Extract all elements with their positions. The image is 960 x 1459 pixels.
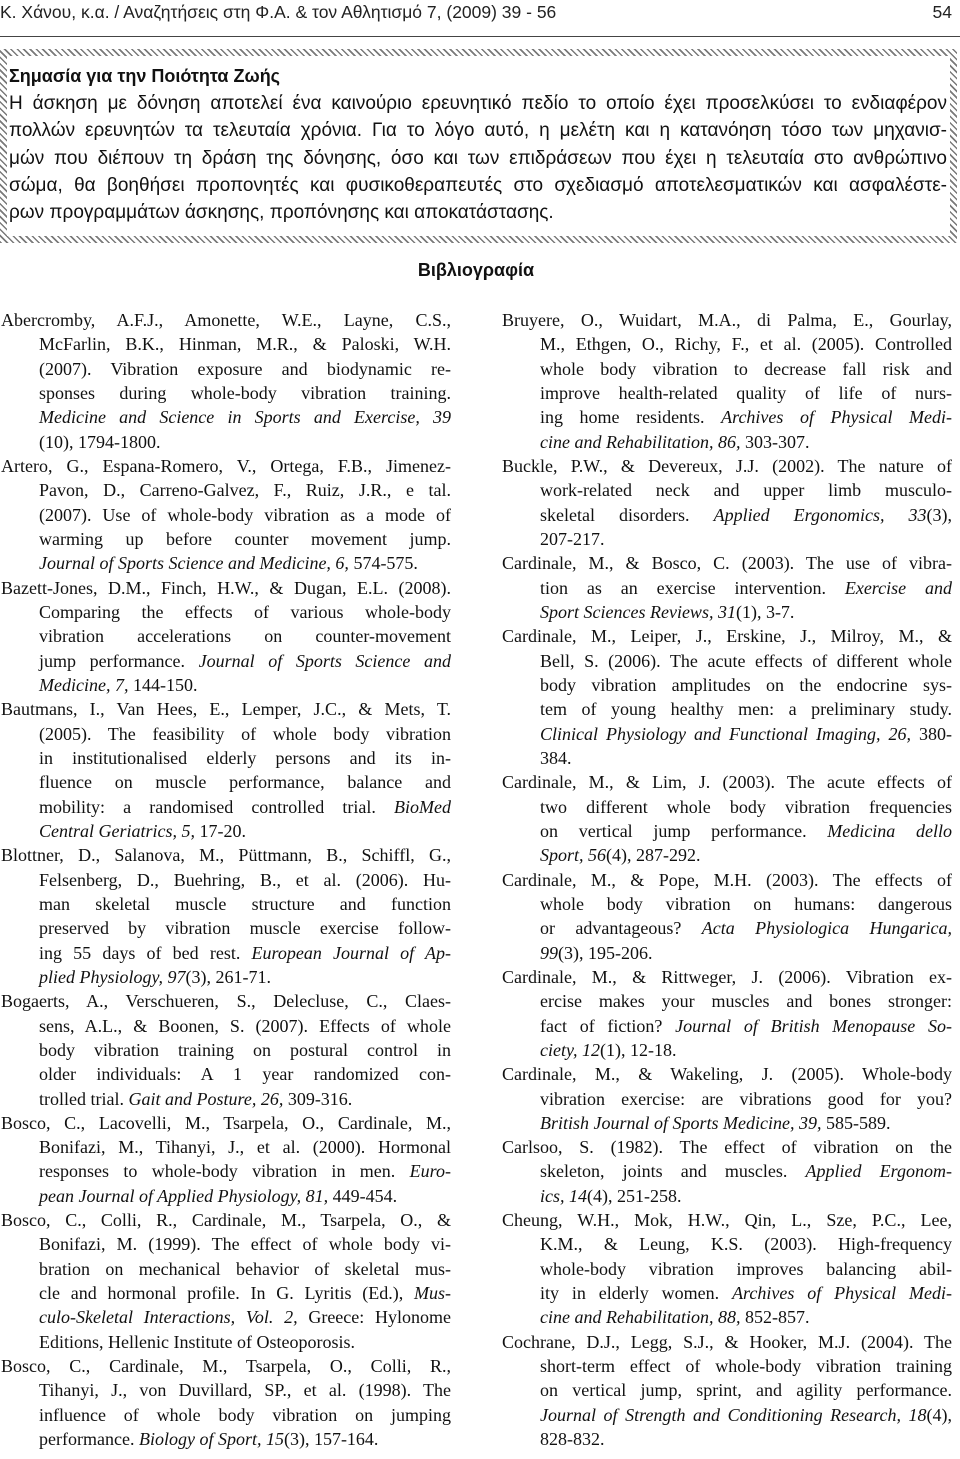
reference-text: (2007). Vibration exposure and biodynamic re- xyxy=(39,358,451,379)
reference-italic-text: ciety, 12 xyxy=(540,1039,600,1060)
reference-text: whole-body vibration improves balancing abil- xyxy=(540,1258,952,1279)
reference-line xyxy=(502,819,952,843)
reference-text: Abercromby, A.F.J., Amonette, W.E., Layne, C.S., xyxy=(1,310,451,330)
bibliography-heading: Βιβλιογραφία xyxy=(417,260,535,280)
reference-text: Bosco, C., Cardinale, M., Tsarpela, O., Colli, R., xyxy=(1,1356,451,1377)
reference-entry xyxy=(1,576,451,698)
reference-text: tion as an exercise intervention. xyxy=(540,577,845,598)
reference-text: trolled trial. xyxy=(39,1088,129,1109)
reference-text: 207-217. xyxy=(540,528,605,549)
reference-text: Greece: Hylonome xyxy=(297,1307,451,1328)
reference-line xyxy=(502,624,952,648)
reference-line xyxy=(1,600,451,624)
reference-line xyxy=(1,1378,451,1402)
reference-line xyxy=(502,1378,952,1402)
reference-line xyxy=(1,1014,451,1038)
reference-line xyxy=(502,1062,952,1086)
reference-text: (4), 287-292. xyxy=(606,845,701,866)
reference-text: Editions, Hellenic Institute of Osteoporosis. xyxy=(39,1331,355,1352)
reference-text: 303-307. xyxy=(740,431,810,452)
reference-line xyxy=(502,308,952,332)
reference-italic-text: Exercise and xyxy=(844,577,953,598)
reference-line xyxy=(1,430,451,454)
reference-entry xyxy=(1,308,451,454)
reference-text: Bosco, C., Colli, R., Cardinale, M., Tsarpela, O., & xyxy=(1,1210,451,1231)
reference-text: whole body vibration to decrease fall risk and xyxy=(540,358,952,379)
reference-text: 384. xyxy=(540,747,572,768)
running-header: Κ. Χάνου, κ.α. / Αναζητήσεις στη Φ.Α. & τον Αθλητισμό 7, (2009) 39 - 56 xyxy=(0,2,557,22)
reference-line xyxy=(1,1257,451,1281)
box-paragraph-line: ρων προγραμμάτων άσκησης, προπόνησης και αποκατάστασης. xyxy=(9,202,554,224)
reference-italic-text: Gait and Posture, 26, xyxy=(128,1088,284,1109)
reference-line xyxy=(1,454,451,478)
reference-italic-text: Acta Physiologica Hungarica, xyxy=(701,918,952,939)
page-number: 54 xyxy=(932,2,952,22)
reference-text: 852-857. xyxy=(740,1307,810,1328)
reference-italic-text: cine and Rehabilitation, 86, xyxy=(540,431,741,452)
reference-text: 144-150. xyxy=(128,674,198,695)
reference-text: (4), 251-258. xyxy=(587,1185,682,1206)
reference-italic-text: Applied Ergonomics, 33 xyxy=(713,504,927,525)
reference-line xyxy=(502,430,952,454)
reference-italic-text: Medicine, 7, xyxy=(39,674,129,695)
reference-entry xyxy=(502,1208,952,1330)
reference-italic-text: Sport, 56 xyxy=(540,845,607,866)
reference-line xyxy=(502,941,952,965)
reference-line xyxy=(502,454,952,478)
reference-line xyxy=(1,795,451,819)
reference-text: Bonifazi, M. (1999). The effect of whole body vi- xyxy=(39,1234,451,1255)
reference-italic-text: Clinical Physiology and Functional Imaging, 26, xyxy=(540,723,911,744)
reference-text: (3), 157-164. xyxy=(283,1429,379,1450)
reference-text: whole body vibration on humans: dangerous xyxy=(540,893,952,914)
reference-line xyxy=(1,576,451,600)
box-paragraph xyxy=(9,90,947,226)
reference-text: M., Ethgen, O., Richy, F., et al. (2005). Controlled xyxy=(540,334,952,355)
reference-line xyxy=(502,1427,952,1451)
reference-line xyxy=(1,1305,451,1329)
reference-text: Bazett-Jones, D.M., Finch, H.W., & Dugan, E.L. (2008). xyxy=(1,577,451,598)
reference-text: warming up before counter movement jump. xyxy=(39,528,451,549)
reference-line xyxy=(1,746,451,770)
reference-line xyxy=(502,527,952,551)
reference-text: fluence on muscle performance, balance and xyxy=(39,772,451,793)
reference-text: (3), xyxy=(926,504,952,525)
reference-italic-text: Journal of Sports Science and Medicine, 6, xyxy=(39,553,349,574)
reference-italic-text: 99 xyxy=(540,942,558,963)
reference-text: bration on mechanical behavior of skeletal mus- xyxy=(39,1258,451,1279)
reference-line xyxy=(502,1135,952,1159)
reference-text: older individuals: A 1 year randomized con- xyxy=(39,1064,451,1085)
reference-line xyxy=(502,1038,952,1062)
reference-line xyxy=(502,965,952,989)
reference-entry xyxy=(1,454,451,576)
reference-text: mobility: a randomised controlled trial. xyxy=(39,796,395,817)
reference-entry xyxy=(1,843,451,989)
reference-text: Cochrane, D.J., Legg, S.J., & Hooker, M.J. (2004). The xyxy=(502,1331,952,1352)
reference-text: 828-832. xyxy=(540,1429,605,1450)
reference-italic-text: Journal of Strength and Conditioning Research, 18 xyxy=(540,1404,927,1425)
reference-line xyxy=(502,405,952,429)
reference-text: on vertical jump performance. xyxy=(540,820,828,841)
reference-text: ing 55 days of bed rest. xyxy=(39,942,252,963)
reference-line xyxy=(1,722,451,746)
reference-italic-text: Medicine and Science in Sports and Exercise, 39 xyxy=(39,407,451,428)
reference-line xyxy=(502,1257,952,1281)
reference-line xyxy=(1,697,451,721)
reference-text: man skeletal muscle structure and function xyxy=(39,893,451,914)
reference-text: vibration exercise: are vibrations good for you? xyxy=(540,1088,952,1109)
reference-text: ercise makes your muscles and bones stronger: xyxy=(540,991,952,1012)
reference-text: Cheung, W.H., Mok, H.W., Qin, L., Sze, P.C., Lee, xyxy=(502,1210,952,1231)
reference-text: work-related neck and upper limb musculo- xyxy=(540,480,952,501)
quality-of-life-box xyxy=(0,49,957,243)
reference-text: (2005). The feasibility of whole body vibration xyxy=(39,723,451,744)
reference-text: or advantageous? xyxy=(540,918,702,939)
reference-italic-text: Euro- xyxy=(409,1161,451,1182)
reference-text: ity in elderly women. xyxy=(540,1283,733,1304)
reference-entry xyxy=(502,1135,952,1208)
reference-line xyxy=(1,1208,451,1232)
references-right-column xyxy=(502,308,952,1451)
reference-italic-text: ics, 14 xyxy=(540,1185,587,1206)
reference-line xyxy=(1,868,451,892)
reference-text: Pavon, D., Carreno-Galvez, F., Ruiz, J.R., e tal. xyxy=(39,480,451,501)
reference-text: 574-575. xyxy=(348,553,418,574)
reference-line xyxy=(1,1038,451,1062)
reference-text: Bonifazi, M., Tihanyi, J., et al. (2000). Hormonal xyxy=(39,1137,451,1158)
reference-text: ing home residents. xyxy=(540,407,722,428)
reference-text: (4), xyxy=(926,1404,952,1425)
reference-entry xyxy=(1,697,451,843)
reference-line xyxy=(1,843,451,867)
reference-line xyxy=(502,1014,952,1038)
reference-line xyxy=(1,941,451,965)
reference-text: (1), 3-7. xyxy=(735,601,795,622)
reference-line xyxy=(1,770,451,794)
reference-line xyxy=(1,551,451,575)
reference-italic-text: plied Physiology, 97 xyxy=(39,966,186,987)
reference-line xyxy=(502,357,952,381)
reference-text: Carlsoo, S. (1982). The effect of vibration on the xyxy=(502,1137,952,1158)
references-left-column xyxy=(1,308,451,1451)
reference-italic-text: Archives of Physical Medi- xyxy=(732,1283,953,1304)
reference-line xyxy=(1,1087,451,1111)
reference-line xyxy=(502,795,952,819)
reference-text: skeleton, joints and muscles. xyxy=(540,1161,806,1182)
reference-line xyxy=(502,1208,952,1232)
reference-text: improve health-related quality of life of nurs- xyxy=(540,382,952,403)
reference-line xyxy=(1,673,451,697)
reference-line xyxy=(502,381,952,405)
reference-text: 309-316. xyxy=(283,1088,353,1109)
reference-line xyxy=(1,1184,451,1208)
reference-entry xyxy=(502,868,952,965)
reference-line xyxy=(1,478,451,502)
reference-line xyxy=(1,819,451,843)
reference-line xyxy=(1,527,451,551)
reference-text: preserved by vibration muscle exercise follow- xyxy=(39,918,451,939)
reference-line xyxy=(502,478,952,502)
reference-line xyxy=(1,1427,451,1451)
reference-line xyxy=(502,843,952,867)
reference-text: responses to whole-body vibration in men. xyxy=(39,1161,410,1182)
reference-line xyxy=(1,1135,451,1159)
reference-line xyxy=(1,1159,451,1183)
reference-text: jump performance. xyxy=(39,650,199,671)
reference-line xyxy=(502,722,952,746)
reference-text: Bruyere, O., Wuidart, M.A., di Palma, E., Gourlay, xyxy=(502,310,952,330)
reference-text: Bell, S. (2006). The acute effects of different whole xyxy=(540,650,952,671)
reference-italic-text: BioMed xyxy=(394,796,451,817)
reference-line xyxy=(1,965,451,989)
reference-text: (10), 1794-1800. xyxy=(39,431,161,452)
reference-italic-text: Medicina dello xyxy=(827,820,952,841)
reference-line xyxy=(1,503,451,527)
reference-line xyxy=(1,405,451,429)
reference-text: Bautmans, I., Van Hees, E., Lemper, J.C., & Mets, T. xyxy=(1,699,451,720)
reference-text: Buckle, P.W., & Devereux, J.J. (2002). The nature of xyxy=(502,455,952,476)
reference-line xyxy=(1,892,451,916)
box-paragraph-line: Η άσκηση με δόνηση αποτελεί ένα καινούριο ερευνητικό πεδίο το οποίο έχει προσελκύσει το ενδιαφέρον xyxy=(9,93,947,114)
reference-line xyxy=(1,1062,451,1086)
reference-text: two different whole body vibration frequencies xyxy=(540,796,952,817)
reference-text: Bogaerts, A., Verschueren, S., Delecluse, C., Claes- xyxy=(1,991,451,1012)
reference-line xyxy=(1,989,451,1013)
reference-text: 380- xyxy=(911,723,952,744)
reference-text: (3), 261-71. xyxy=(185,966,271,987)
reference-line xyxy=(1,624,451,648)
reference-text: K.M., & Leung, K.S. (2003). High-frequency xyxy=(540,1234,952,1255)
reference-text: vibration accelerations on counter-movement xyxy=(39,626,451,647)
reference-line xyxy=(502,746,952,770)
reference-italic-text: cine and Rehabilitation, 88, xyxy=(540,1307,741,1328)
reference-line xyxy=(502,576,952,600)
reference-text: sens, A.L., & Boonen, S. (2007). Effects of whole xyxy=(39,1015,451,1036)
reference-line xyxy=(1,1111,451,1135)
reference-entry xyxy=(502,551,952,624)
reference-entry xyxy=(1,1111,451,1208)
reference-entry xyxy=(1,1354,451,1451)
reference-line xyxy=(502,916,952,940)
reference-text: influence of whole body vibration on jumping xyxy=(39,1404,451,1425)
reference-line xyxy=(502,697,952,721)
reference-text: Bosco, C., Lacovelli, M., Tsarpela, O., Cardinale, M., xyxy=(1,1112,451,1133)
reference-text: in institutionalised elderly persons and its in- xyxy=(39,747,451,768)
reference-italic-text: Central Geriatrics, 5, xyxy=(39,820,195,841)
reference-italic-text: Journal of British Menopause So- xyxy=(675,1015,952,1036)
reference-line xyxy=(1,308,451,332)
reference-line xyxy=(502,1232,952,1256)
reference-entry xyxy=(502,1062,952,1135)
reference-entry xyxy=(502,454,952,551)
reference-text: Felsenberg, D., Buehring, B., et al. (2006). Hu- xyxy=(39,869,451,890)
reference-text: skeletal disorders. xyxy=(540,504,714,525)
reference-line xyxy=(1,1354,451,1378)
header-rule xyxy=(0,36,960,37)
reference-italic-text: Archives of Physical Medi- xyxy=(721,407,953,428)
reference-text: on vertical jump, sprint, and agility performance. xyxy=(540,1380,952,1401)
reference-text: Blottner, D., Salanova, M., Püttmann, B., Schiffl, G., xyxy=(1,845,451,866)
reference-text: body vibration training on postural control in xyxy=(39,1039,451,1060)
reference-line xyxy=(1,1281,451,1305)
reference-line xyxy=(502,868,952,892)
reference-text: Cardinale, M., & Wakeling, J. (2005). Whole-body xyxy=(502,1064,952,1085)
reference-italic-text: Applied Ergonom- xyxy=(805,1161,952,1182)
reference-line xyxy=(502,649,952,673)
reference-text: Cardinale, M., & Lim, J. (2003). The acute effects of xyxy=(502,772,952,793)
reference-text: 449-454. xyxy=(328,1185,398,1206)
reference-line xyxy=(1,649,451,673)
reference-text: McFarlin, B.K., Hinman, M.R., & Paloski, W.H. xyxy=(39,334,451,355)
reference-line xyxy=(502,1111,952,1135)
reference-line xyxy=(502,1159,952,1183)
box-paragraph-line: σώμα, θα βοηθήσει προπονητές και φυσικοθεραπευτές στο σχεδιασμό αποτελεσματικών και ασφαλέστε- xyxy=(9,174,947,196)
reference-text: (3), 195-206. xyxy=(558,942,653,963)
reference-text: Cardinale, M., Leiper, J., Erskine, J., Milroy, M., & xyxy=(502,626,952,647)
reference-text: sponses during whole-body vibration training. xyxy=(39,382,451,403)
reference-line xyxy=(502,551,952,575)
reference-entry xyxy=(1,989,451,1111)
reference-entry xyxy=(502,770,952,867)
reference-line xyxy=(502,770,952,794)
reference-line xyxy=(1,332,451,356)
reference-text: fact of fiction? xyxy=(540,1015,676,1036)
reference-line xyxy=(502,1281,952,1305)
reference-line xyxy=(1,357,451,381)
reference-line xyxy=(502,892,952,916)
reference-italic-text: pean Journal of Applied Physiology, 81, xyxy=(39,1185,329,1206)
reference-italic-text: culo-Skeletal Interactions, Vol. 2, xyxy=(39,1307,298,1328)
reference-text: 585-589. xyxy=(821,1112,891,1133)
box-title: Σημασία για την Ποιότητα Ζωής xyxy=(9,66,281,86)
reference-text: 17-20. xyxy=(195,820,246,841)
reference-text: Comparing the effects of various whole-body xyxy=(39,601,451,622)
reference-line xyxy=(502,989,952,1013)
reference-line xyxy=(1,1330,451,1354)
box-paragraph-line: πολλών ερευνητών τα τελευταία χρόνια. Για το λόγο αυτό, η μελέτη και η κατανόηση τόσο των μηχανισ- xyxy=(9,120,947,142)
reference-italic-text: Mus- xyxy=(414,1283,451,1304)
reference-line xyxy=(502,1354,952,1378)
reference-italic-text: Sport Sciences Reviews, 31 xyxy=(540,601,736,622)
reference-entry xyxy=(502,624,952,770)
box-paragraph-line: μών που διέπουν τη δράση της δόνησης, όσο και των επιδράσεων που έχει η τελευταία στο ανθρώπινο xyxy=(9,147,947,169)
reference-line xyxy=(502,503,952,527)
reference-entry xyxy=(502,308,952,454)
reference-text: Cardinale, M., & Bosco, C. (2003). The use of vibra- xyxy=(502,553,952,574)
reference-text: tem of young healthy men: a preliminary study. xyxy=(540,699,952,720)
reference-entry xyxy=(502,1330,952,1452)
reference-line xyxy=(1,1232,451,1256)
reference-italic-text: European Journal of Ap- xyxy=(251,942,451,963)
reference-italic-text: Biology of Sport, 15 xyxy=(138,1429,284,1450)
reference-line xyxy=(1,1403,451,1427)
reference-text: Tihanyi, J., von Duvillard, SP., et al. (1998). The xyxy=(39,1380,451,1401)
reference-text: Artero, G., Espana-Romero, V., Ortega, F.B., Jimenez- xyxy=(1,455,451,476)
reference-line xyxy=(502,332,952,356)
reference-italic-text: Journal of Sports Science and xyxy=(198,650,451,671)
reference-text: performance. xyxy=(39,1429,139,1450)
reference-line xyxy=(502,600,952,624)
reference-text: Cardinale, M., & Rittweger, J. (2006). Vibration ex- xyxy=(502,966,952,987)
reference-line xyxy=(502,673,952,697)
reference-line xyxy=(502,1305,952,1329)
reference-text: (1), 12-18. xyxy=(599,1039,677,1060)
reference-text: cle and hormonal profile. In G. Lyritis (Ed.), xyxy=(39,1283,414,1304)
reference-text: (2007). Use of whole-body vibration as a mode of xyxy=(39,504,451,525)
reference-line xyxy=(502,1403,952,1427)
reference-line xyxy=(502,1087,952,1111)
reference-line xyxy=(502,1330,952,1354)
reference-line xyxy=(1,381,451,405)
reference-text: body vibration amplitudes on the endocrine sys- xyxy=(540,674,952,695)
reference-line xyxy=(502,1184,952,1208)
reference-text: Cardinale, M., & Pope, M.H. (2003). The effects of xyxy=(502,869,952,890)
reference-line xyxy=(1,916,451,940)
reference-italic-text: British Journal of Sports Medicine, 39, xyxy=(540,1112,822,1133)
reference-entry xyxy=(1,1208,451,1354)
reference-entry xyxy=(502,965,952,1062)
reference-text: short-term effect of whole-body vibration training xyxy=(540,1356,952,1377)
